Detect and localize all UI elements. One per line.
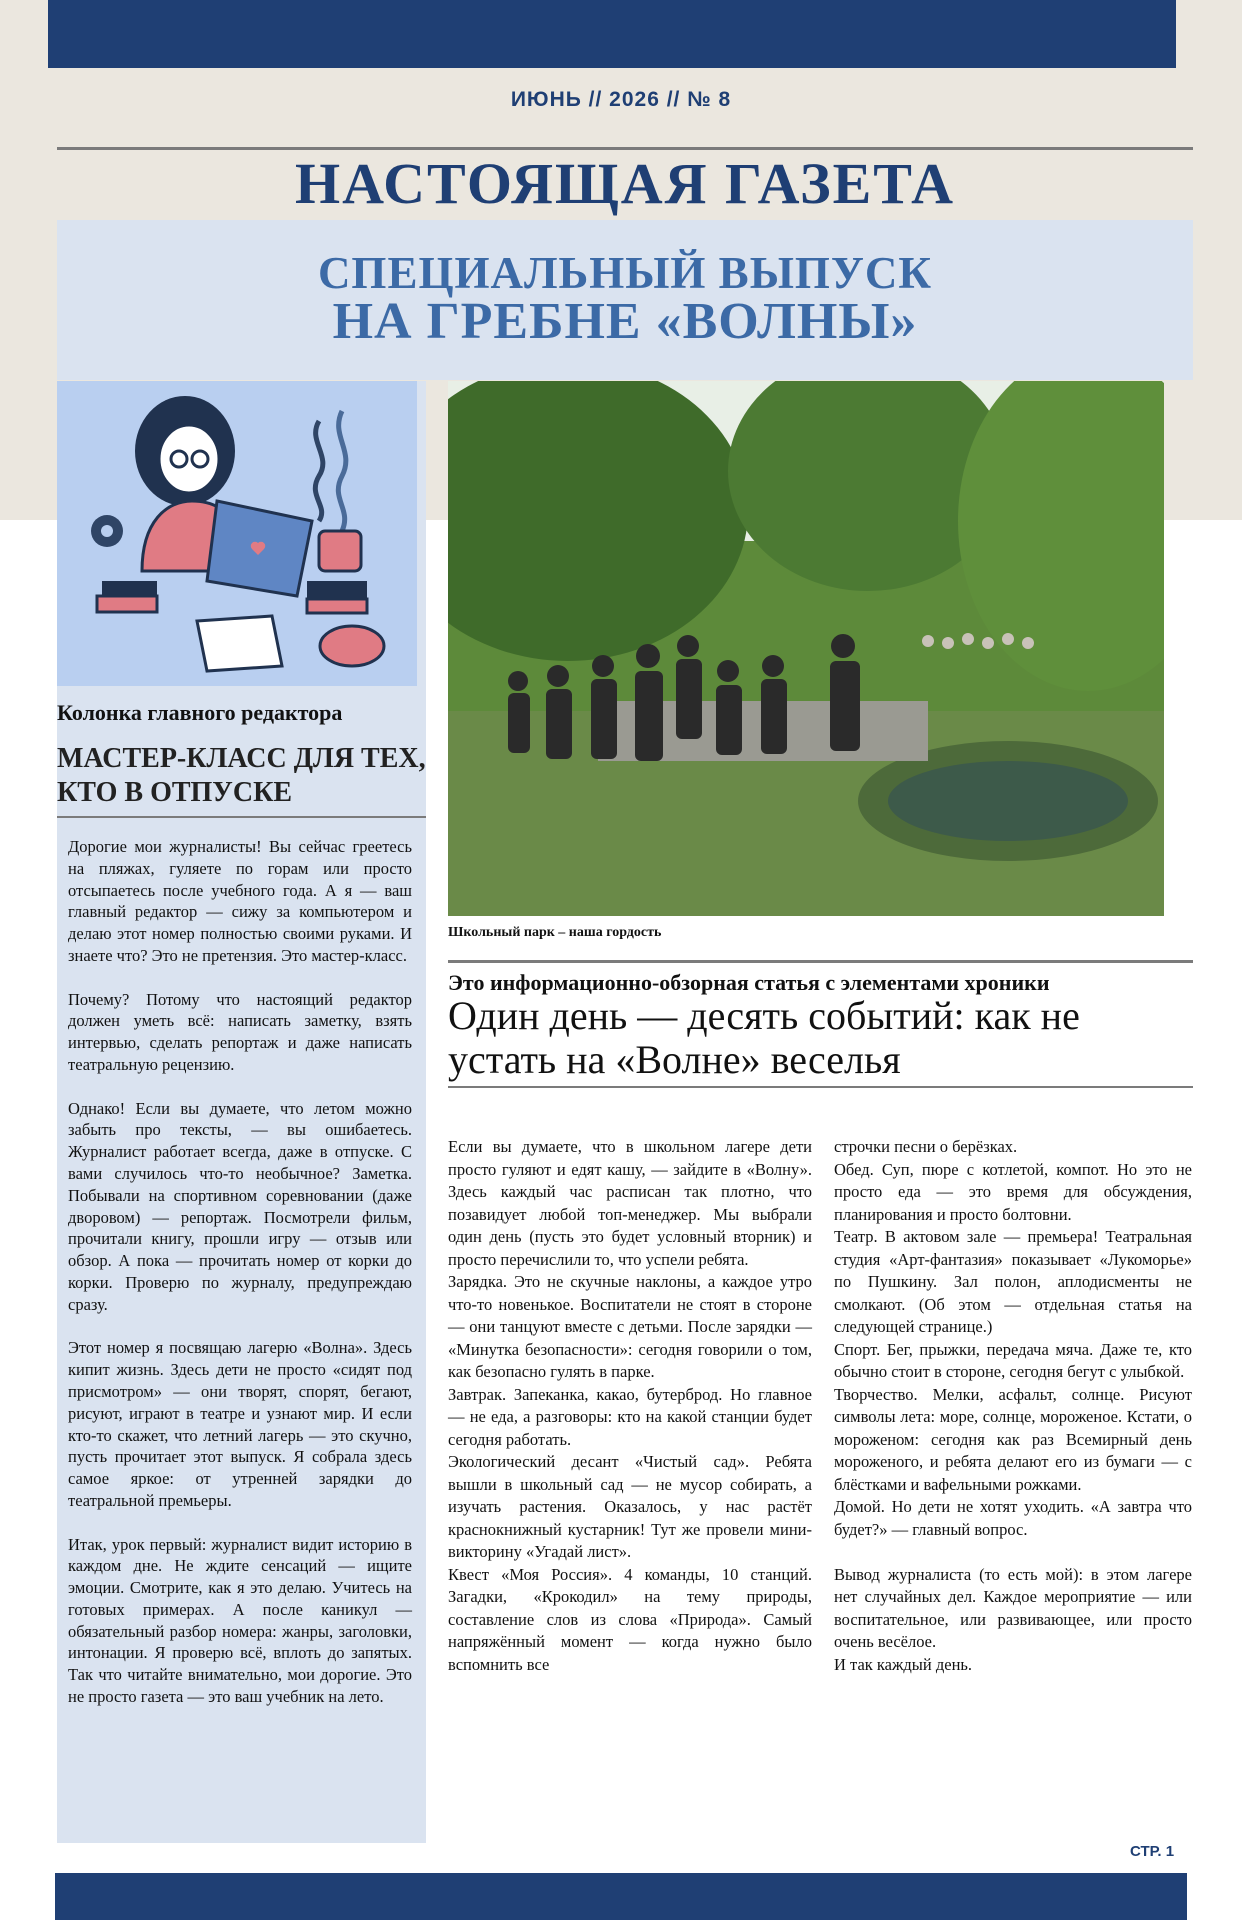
editor-column-label: Колонка главного редактора	[57, 700, 343, 725]
article-paragraph: Завтрак. Запеканка, какао, бутерброд. Но главное — не еда, а разговоры: кто на какой станции будет сегодня работать.	[448, 1384, 812, 1449]
article-genre-label: Это информационно-обзорная статья с элементами хроники	[448, 970, 1050, 995]
editor-column-rule	[57, 816, 426, 818]
newspaper-title: НАСТОЯЩАЯ ГАЗЕТА	[294, 151, 955, 216]
article-paragraph: Если вы думаете, что в школьном лагере дети просто гуляют и едят кашу, — зайдите в «Волну». Здесь каждый час расписан так плотно, что позавидует любой топ-менеджер. Мы выбрали один день (пусть это будет условный вторник) и просто перечислили то, что успели ребята.	[448, 1137, 812, 1269]
special-issue-label: СПЕЦИАЛЬНЫЙ ВЫПУСК	[317, 248, 933, 298]
article-column-1	[448, 1136, 812, 1676]
issue-date-line: ИЮНЬ // 2026 // № 8	[510, 88, 732, 111]
article-paragraph: строчки песни о берёзках.	[834, 1137, 1018, 1156]
article-paragraph: Театр. В актовом зале — премьера! Театральная студия «Арт-фантазия» показывает «Лукоморье» по Пушкину. Зал полон, аплодисменты не смолкают. (Об этом — отдельная статья на следующей странице.)	[834, 1227, 1192, 1336]
editor-at-laptop-illustration	[57, 381, 417, 686]
article-column-2	[834, 1136, 1192, 1676]
top-banner-bar	[48, 0, 1176, 68]
special-issue-title: НА ГРЕБНЕ «ВОЛНЫ»	[332, 293, 918, 350]
editor-column-body	[68, 836, 412, 1730]
article-paragraph: Спорт. Бег, прыжки, передача мяча. Даже те, кто обычно стоит в стороне, сегодня бегут с улыбкой.	[834, 1339, 1192, 1381]
article-title: Один день — десять событий: как не устать на «Волне» веселья	[448, 993, 1080, 1082]
editor-paragraph: Почему? Потому что настоящий редактор должен уметь всё: написать заметку, взять интервью, сделать репортаж и даже написать театральную рецензию.	[68, 989, 412, 1074]
article-paragraph: Домой. Но дети не хотят уходить. «А завтра что будет?» — главный вопрос.	[834, 1497, 1192, 1539]
editor-column-headline: МАСТЕР-КЛАСС ДЛЯ ТЕХ, КТО В ОТПУСКЕ	[57, 743, 426, 808]
camp-group-photo	[448, 381, 1164, 916]
editor-illustration	[57, 381, 417, 686]
article-top-rule	[448, 960, 1193, 963]
special-issue-banner	[57, 220, 1193, 380]
editor-paragraph: Итак, урок первый: журналист видит историю в каждом дне. Не ждите сенсаций — ищите эмоции. Смотрите, как я это делаю. Учитесь на готовых примерах. А после каникул — обязательный разбор номера: жанры, заголовки, интонации. Я проверю всё, вплоть до запятых. Так что читайте внимательно, мои дорогие. Это не просто газета — это ваш учебник на лето.	[68, 1534, 412, 1707]
article-paragraph: Зарядка. Это не скучные наклоны, а каждое утро что-то новенькое. Воспитатели не стоят в стороне — они танцуют вместе с детьми. После зарядки — «Минутка безопасности»: сегодня говорили о том, как безопасно гулять в парке.	[448, 1272, 812, 1381]
article-paragraph: Экологический десант «Чистый сад». Ребята вышли в школьный сад — не мусор собирать, а изучать растения. Оказалось, у нас растёт краснокнижный кустарник! Тут же провели мини-викторину «Угадай лист».	[448, 1452, 812, 1561]
article-closing-line: И так каждый день.	[834, 1654, 973, 1674]
editor-paragraph: Этот номер я посвящаю лагерю «Волна». Здесь кипит жизнь. Здесь дети не просто «сидят под присмотром» — они творят, спорят, бегают, рисуют, играют в театре и узнают мир. И если кто-то скажет, что летний лагерь — это скучно, пусть прочитает этот выпуск. Я собрала здесь самое яркое: от утренней зарядки до театральной премьеры.	[68, 1338, 412, 1510]
photo-caption: Школьный парк – наша гордость	[448, 925, 662, 940]
article-conclusion: Вывод журналиста (то есть мой): в этом лагере нет случайных дел. Каждое мероприятие — или воспитательное, или развивающее, или просто очень весёлое.	[834, 1564, 1192, 1651]
page-number: СТР. 1	[1130, 1843, 1175, 1860]
park-photo-placeholder	[448, 381, 1164, 916]
article-paragraph: Обед. Суп, пюре с котлетой, компот. Но это не просто еда — это время для обсуждения, планирования и просто болтовни.	[834, 1159, 1192, 1224]
article-paragraph: Творчество. Мелки, асфальт, солнце. Рисуют символы лета: море, солнце, мороженое. Кстати, о мороженом: сегодня как раз Всемирный день мороженого, и ребята делают его из бумаги — с блёстками и вафельными рожками.	[834, 1384, 1192, 1494]
article-paragraph: Квест «Моя Россия». 4 команды, 10 станций. Загадки, «Крокодил» на тему природы, составление слов из слова «Природа». Самый напряжённый момент — когда нужно было вспомнить все	[448, 1564, 812, 1674]
editor-paragraph: Однако! Если вы думаете, что летом можно забыть про тексты, — вы ошибаетесь. Журналист работает всегда, даже в отпуске. С вами случилось что-то необычное? Заметка. Побывали на спортивном соревновании (даже дворовом) — репортаж. Посмотрели фильм, прочитали книгу, прошли игру — отзыв или обзор. А пока — прочитать номер от корки до корки. Проверю по журналу, предупреждаю сразу.	[68, 1098, 412, 1314]
bottom-banner-bar	[55, 1873, 1187, 1920]
article-title-rule	[448, 1086, 1193, 1088]
paragraph-spacer	[834, 1541, 1192, 1564]
editor-paragraph: Дорогие мои журналисты! Вы сейчас греетесь на пляжах, гуляете по горам или просто отсыпаетесь после учебного года. А я — ваш главный редактор — сижу за компьютером и делаю этот номер полностью своими руками. И знаете что? Это не претензия. Это мастер-класс.	[68, 837, 412, 965]
